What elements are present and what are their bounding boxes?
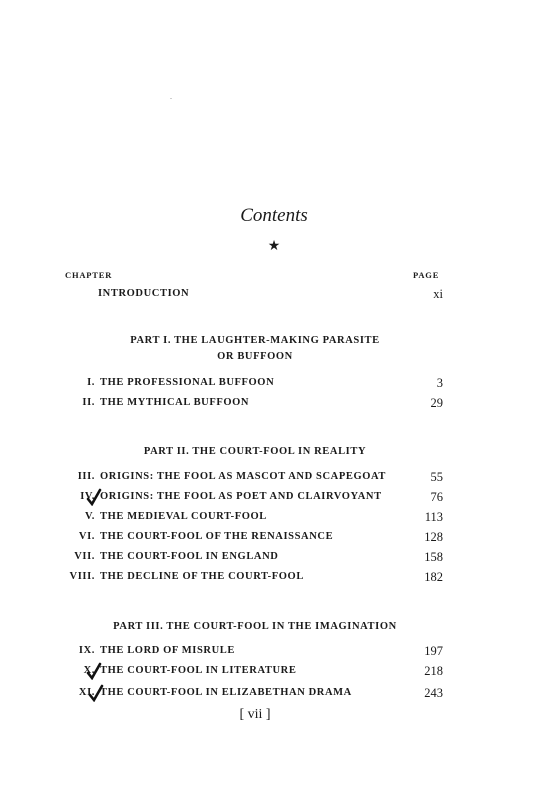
- part-title: PART III. THE COURT-FOOL IN THE IMAGINATION: [113, 621, 397, 632]
- page-column-label: PAGE: [413, 270, 440, 280]
- part-title-continued: OR BUFFOON: [217, 351, 293, 362]
- chapter-page: 29: [430, 396, 443, 410]
- chapter-title: THE DECLINE OF THE COURT-FOOL: [100, 571, 304, 582]
- part-title: PART I. THE LAUGHTER-MAKING PARASITE: [130, 335, 380, 346]
- handwritten-check-mark-icon: [88, 684, 104, 702]
- introduction-page: xi: [433, 287, 443, 301]
- chapter-page: 182: [424, 570, 443, 584]
- chapter-number: I.: [87, 377, 95, 388]
- handwritten-check-mark-icon: [86, 488, 102, 506]
- handwritten-check-mark-icon: [86, 662, 102, 680]
- chapter-number: VI.: [78, 531, 95, 542]
- chapter-title: THE PROFESSIONAL BUFFOON: [100, 377, 275, 388]
- chapter-page: 128: [424, 530, 443, 544]
- chapter-title: THE LORD OF MISRULE: [100, 645, 235, 656]
- part-title: PART II. THE COURT-FOOL IN REALITY: [143, 446, 367, 457]
- chapter-number: V.: [84, 511, 95, 522]
- chapter-page: 113: [424, 510, 443, 524]
- chapter-title: THE COURT-FOOL IN ELIZABETHAN DRAMA: [100, 687, 352, 698]
- chapter-page: 76: [430, 490, 443, 504]
- chapter-title: THE COURT-FOOL IN LITERATURE: [100, 665, 297, 676]
- chapter-title: THE MEDIEVAL COURT-FOOL: [100, 511, 267, 522]
- page-folio: [ vii ]: [239, 707, 271, 722]
- speck: [170, 98, 172, 99]
- chapter-page: 55: [430, 470, 443, 484]
- chapter-title: ORIGINS: THE FOOL AS POET AND CLAIRVOYANT: [100, 491, 382, 502]
- chapter-number: IX.: [78, 645, 95, 656]
- chapter-number: VIII.: [69, 571, 95, 582]
- chapter-title: THE COURT-FOOL OF THE RENAISSANCE: [100, 531, 334, 542]
- contents-title: Contents: [240, 205, 308, 226]
- chapter-number: III.: [77, 471, 95, 482]
- chapter-number: X.: [83, 665, 95, 676]
- chapter-page: 243: [424, 686, 443, 700]
- introduction-title: INTRODUCTION: [98, 288, 190, 299]
- chapter-column-label: CHAPTER: [65, 270, 113, 280]
- chapter-title: ORIGINS: THE FOOL AS MASCOT AND SCAPEGOAT: [100, 471, 386, 482]
- chapter-page: 218: [424, 664, 443, 678]
- chapter-number: II.: [82, 397, 95, 408]
- chapter-number: VII.: [74, 551, 95, 562]
- chapter-number: IV.: [80, 491, 95, 502]
- chapter-page: 197: [424, 644, 443, 658]
- chapter-number: XI.: [78, 687, 95, 698]
- chapter-title: THE COURT-FOOL IN ENGLAND: [100, 551, 279, 562]
- chapter-page: 3: [436, 376, 443, 390]
- star-ornament-icon: ★: [267, 239, 281, 254]
- chapter-title: THE MYTHICAL BUFFOON: [100, 397, 250, 408]
- chapter-page: 158: [424, 550, 443, 564]
